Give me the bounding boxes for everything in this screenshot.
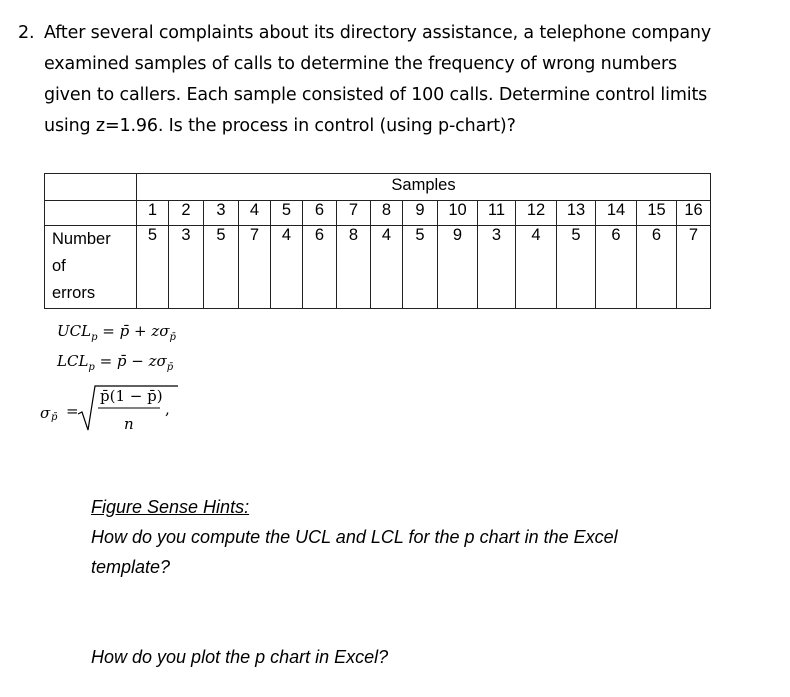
row-label-line: of [52, 257, 66, 275]
table-header-row [45, 174, 711, 201]
lcl-lhs: LCL [57, 352, 89, 370]
error-count-cell: 5 [137, 226, 169, 309]
sample-number-cell: 16 [677, 201, 711, 226]
error-count-cell: 4 [371, 226, 403, 309]
ucl-sigma-subscript: p̄ [169, 332, 176, 343]
errors-row [45, 226, 711, 309]
sample-number-cell: 12 [516, 201, 557, 226]
error-count-cell: 6 [637, 226, 677, 309]
sigma-formula [40, 382, 240, 442]
error-count-cell: 4 [516, 226, 557, 309]
errors-row-label [45, 226, 137, 309]
sigma-numerator: p̄(1 − p̄) [100, 387, 163, 405]
sample-number-cell: 9 [403, 201, 438, 226]
sample-number-cell: 1 [137, 201, 169, 226]
sample-number-cell: 7 [337, 201, 371, 226]
sample-number-cell: 10 [438, 201, 478, 226]
question-line: After several complaints about its directory assistance, a telephone company [44, 23, 712, 43]
hints-title: Figure Sense Hints: [91, 497, 250, 517]
lcl-rhs: = p̄ − zσ [99, 352, 167, 370]
question-line: examined samples of calls to determine the frequency of wrong numbers [44, 54, 678, 74]
sample-number-cell: 4 [239, 201, 271, 226]
ucl-rhs: = p̄ + zσ [102, 322, 170, 340]
error-count-cell: 5 [557, 226, 596, 309]
question-text [44, 18, 756, 142]
question-line: using z=1.96. Is the process in control (using p-chart)? [44, 116, 516, 136]
sample-number-cell: 15 [637, 201, 677, 226]
sample-numbers-row [45, 201, 711, 226]
sigma-lhs: σ [40, 404, 51, 422]
error-count-cell: 6 [596, 226, 637, 309]
lcl-subscript: p [88, 362, 95, 373]
row-label-line: errors [52, 284, 96, 302]
error-count-cell: 6 [303, 226, 337, 309]
errors-table [44, 173, 711, 309]
table-corner-cell [45, 174, 137, 201]
error-count-cell: 4 [271, 226, 303, 309]
sample-number-cell: 3 [204, 201, 239, 226]
error-count-cell: 7 [677, 226, 711, 309]
samples-header: Samples [137, 174, 711, 201]
error-count-cell: 7 [239, 226, 271, 309]
table-corner-cell [45, 201, 137, 226]
sample-number-cell: 6 [303, 201, 337, 226]
hint-question-1-line: How do you compute the UCL and LCL for the p chart in the Excel [91, 527, 618, 547]
sigma-trailing-comma: , [165, 400, 170, 418]
error-count-cell: 3 [478, 226, 516, 309]
sigma-subscript: p̄ [51, 412, 58, 423]
lcl-sigma-subscript: p̄ [166, 362, 174, 373]
ucl-formula [57, 322, 176, 343]
hint-question-1-line: template? [91, 557, 171, 577]
error-count-cell: 3 [169, 226, 204, 309]
sample-number-cell: 5 [271, 201, 303, 226]
sample-number-cell: 11 [478, 201, 516, 226]
error-count-cell: 9 [438, 226, 478, 309]
sigma-denominator: n [124, 415, 134, 433]
question-number: 2. [18, 23, 35, 43]
error-count-cell: 8 [337, 226, 371, 309]
sample-number-cell: 14 [596, 201, 637, 226]
sample-number-cell: 13 [557, 201, 596, 226]
ucl-lhs: UCL [57, 322, 92, 340]
lcl-formula [57, 352, 174, 373]
sample-number-cell: 8 [371, 201, 403, 226]
question-line: given to callers. Each sample consisted of 100 calls. Determine control limits [44, 85, 708, 105]
sigma-equals: = [66, 402, 79, 420]
hint-question-2: How do you plot the p chart in Excel? [91, 647, 389, 667]
row-label-line: Number [52, 230, 111, 248]
figure-sense-hints [91, 492, 618, 672]
error-count-cell: 5 [204, 226, 239, 309]
sample-number-cell: 2 [169, 201, 204, 226]
error-count-cell: 5 [403, 226, 438, 309]
ucl-subscript: p [91, 332, 98, 343]
